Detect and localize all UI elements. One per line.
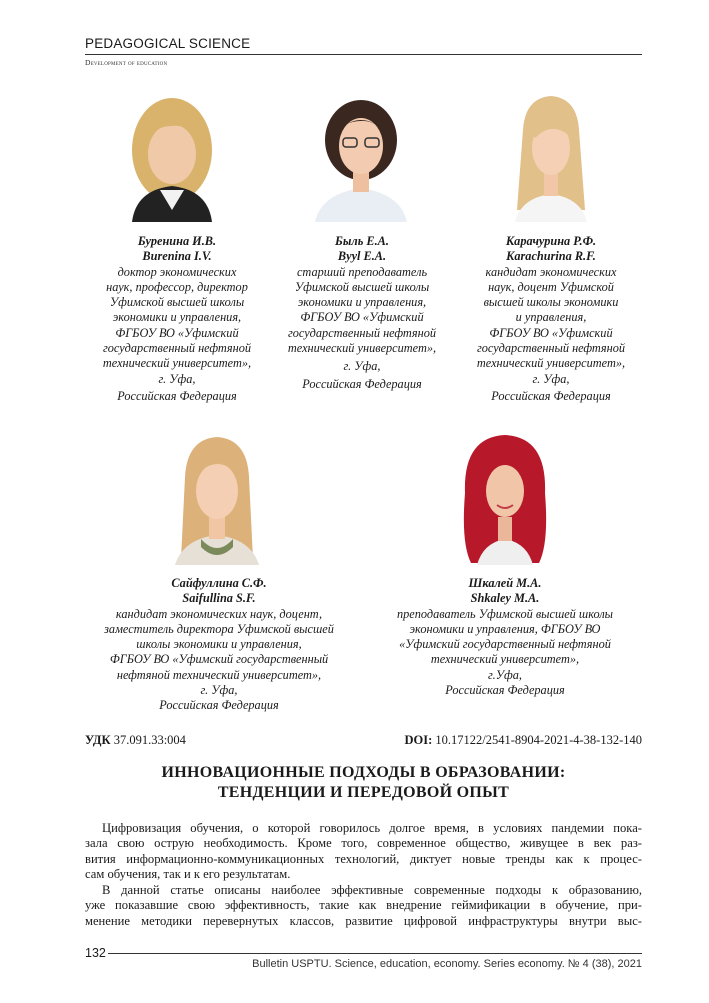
author-position-line: заместитель директора Уфимской высшей: [104, 621, 334, 636]
body-line: сам обучения, так и к его результатам.: [85, 866, 291, 881]
author-position-line: экономики и управления, ФГБОУ ВО: [409, 621, 601, 636]
author-position-line: Уфимской высшей школы: [109, 295, 245, 310]
author-card-saifullina: [85, 576, 353, 714]
author-position-line: наук, профессор, директор: [106, 279, 248, 294]
doi-value[interactable]: 10.17122/2541-8904-2021-4-38-132-140: [435, 733, 642, 747]
author-country: Российская Федерация: [445, 683, 565, 698]
author-name-ru: Карачурина Р.Ф.: [505, 234, 597, 248]
author-position-line: старший преподаватель: [296, 264, 428, 279]
author-card-byyl: [272, 234, 452, 392]
author-name-ru: Быль Е.А.: [335, 234, 389, 248]
article-title-line-2: ТЕНДЕНЦИИ И ПЕРЕДОВОЙ ОПЫТ: [217, 784, 510, 801]
author-name-ru: Буренина И.В.: [137, 234, 217, 248]
author-position-line: и управления,: [515, 310, 587, 325]
author-position-line: кандидат экономических наук, доцент,: [115, 606, 323, 621]
author-city: г.Уфа,: [488, 667, 522, 682]
author-name-ru: Шкалей М.А.: [468, 576, 542, 590]
author-position-line: технический университет»,: [287, 341, 437, 356]
journal-citation: Bulletin USPTU. Science, education, economy. Series economy. № 4 (38), 2021: [252, 958, 642, 970]
author-photo-karachurina: [505, 90, 597, 222]
author-position-line: школы экономики и управления,: [136, 637, 302, 652]
page-number: 132: [85, 946, 106, 960]
body-paragraph-2: [85, 883, 642, 929]
author-card-burenina: [92, 234, 262, 404]
author-position-line: ФГБОУ ВО «Уфимский: [115, 325, 239, 340]
body-paragraph-1: [85, 821, 642, 882]
author-position-line: кандидат экономических: [485, 264, 617, 279]
author-name-en: Byyl E.A.: [337, 249, 387, 264]
author-city: г. Уфа,: [158, 371, 196, 386]
body-line: В данной статье описаны наиболее эффективные современные подходы к образованию,: [102, 883, 642, 897]
author-position-line: высшей школы экономики: [483, 295, 619, 310]
author-position-line: экономики и управления,: [297, 295, 427, 310]
udk-value: 37.091.33:004: [113, 733, 186, 747]
author-position-line: нефтяной технический университет»,: [116, 667, 322, 682]
author-country: Российская Федерация: [302, 376, 422, 391]
author-position-line: технический университет»,: [102, 356, 252, 371]
body-line: менение методики перевернутых классов, развитие цифровой инфраструктуры внутри выс-: [85, 913, 642, 928]
author-position-line: технический университет»,: [476, 356, 626, 371]
author-name-en: Saifullina S.F.: [182, 591, 256, 606]
doi-label: DOI:: [404, 733, 433, 747]
author-position-line: государственный нефтяной: [287, 325, 437, 340]
author-country: Российская Федерация: [491, 388, 611, 403]
author-card-karachurina: [462, 234, 640, 404]
author-position-line: ФГБОУ ВО «Уфимский: [489, 325, 613, 340]
journal-section-title: PEDAGOGICAL SCIENCE: [85, 36, 251, 51]
author-position-line: государственный нефтяной: [476, 341, 626, 356]
author-photo-saifullina: [171, 433, 263, 565]
author-position-line: Уфимской высшей школы: [294, 279, 430, 294]
author-photo-shkaley: [459, 433, 551, 565]
author-position-line: преподаватель Уфимской высшей школы: [396, 606, 614, 621]
body-line: уже показавшие свою эффективность, такие как внедрение геймификации в обучение, при-: [85, 898, 642, 913]
author-position-line: технический университет»,: [430, 652, 580, 667]
author-photo-burenina: [126, 90, 218, 222]
author-country: Российская Федерация: [117, 388, 237, 403]
author-position-line: ФГБОУ ВО «Уфимский: [300, 310, 424, 325]
journal-section-subtitle: Development of education: [85, 58, 168, 67]
footer-divider: [108, 953, 642, 954]
author-position-line: наук, доцент Уфимской: [488, 279, 614, 294]
author-photo-byyl: [315, 90, 407, 222]
author-name-en: Shkaley M.A.: [470, 591, 540, 606]
udk-code: [85, 733, 186, 748]
author-position-line: ФГБОУ ВО «Уфимский государственный: [109, 652, 329, 667]
article-title-line-1: ИННОВАЦИОННЫЕ ПОДХОДЫ В ОБРАЗОВАНИИ:: [161, 764, 566, 781]
header-divider: [85, 54, 642, 55]
author-city: г. Уфа,: [343, 359, 381, 374]
doi-code: [405, 733, 642, 748]
body-line: вития информационно-коммуникационных технологий, диктует новые тренды как к процес-: [85, 851, 642, 866]
body-line: зала свою острую необходимость. Кроме того, современное общество, живущее в век раз-: [85, 836, 642, 851]
author-position-line: государственный нефтяной: [102, 341, 252, 356]
author-country: Российская Федерация: [159, 698, 279, 713]
author-position-line: экономики и управления,: [112, 310, 242, 325]
author-city: г. Уфа,: [532, 371, 570, 386]
author-position-line: доктор экономических: [117, 264, 237, 279]
author-card-shkaley: [368, 576, 642, 698]
udk-label: УДК: [85, 733, 111, 747]
author-name-ru: Сайфуллина С.Ф.: [171, 576, 267, 590]
author-city: г. Уфа,: [200, 683, 238, 698]
author-position-line: «Уфимский государственный нефтяной: [399, 637, 611, 652]
body-line: Цифровизация обучения, о которой говорилось долгое время, в условиях пандемии пока-: [102, 821, 642, 835]
author-name-en: Burenina I.V.: [142, 249, 212, 264]
author-name-en: Karachurina R.F.: [506, 249, 596, 264]
